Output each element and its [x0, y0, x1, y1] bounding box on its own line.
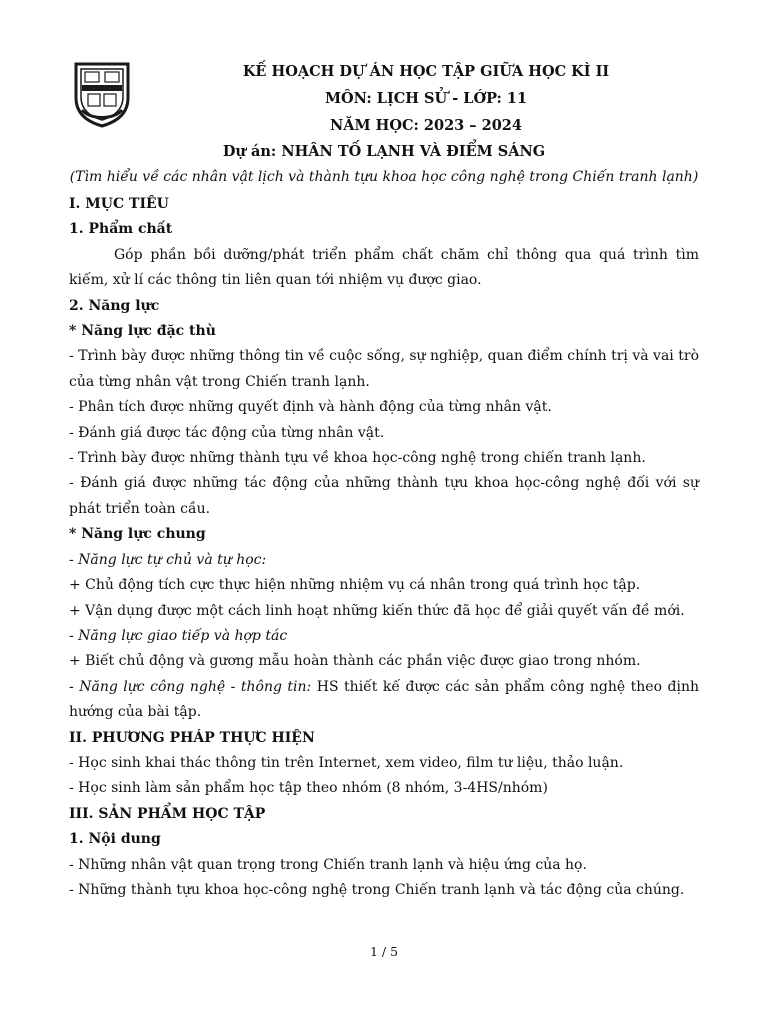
list-item: + Biết chủ động và gương mẫu hoàn thành các phần việc được giao trong nhóm.: [69, 653, 641, 670]
list-item: - Phân tích được những quyết định và hành động của từng nhân vật.: [69, 399, 552, 416]
list-item: + Chủ động tích cực thực hiện những nhiệm vụ cá nhân trong quá trình học tập.: [69, 577, 641, 594]
list-item: [69, 675, 699, 726]
school-year-line: NĂM HỌC: 2023 – 2024: [330, 117, 522, 134]
section-heading: III. SẢN PHẨM HỌC TẬP: [69, 805, 266, 822]
section-heading: II. PHƯƠNG PHÁP THỰC HIỆN: [69, 729, 315, 746]
inline-text: HS thiết kế được các sản phẩm công nghệ theo định hướng của bài tập.: [69, 678, 699, 721]
project-title: Dự án: NHÂN TỐ LẠNH VÀ ĐIỂM SÁNG: [222, 143, 546, 160]
inline-label: - Năng lực công nghệ - thông tin:: [69, 678, 312, 695]
list-item: + Vận dụng được một cách linh hoạt những kiến thức đã học để giải quyết vấn đề mới.: [69, 602, 685, 619]
subject-line: MÔN: LỊCH SỬ - LỚP: 11: [324, 90, 528, 107]
paragraph: Góp phần bồi dưỡng/phát triển phẩm chất chăm chỉ thông qua quá trình tìm kiếm, xử lí các thông tin liên quan tới nhiệm vụ được giao.: [69, 246, 699, 289]
list-item: - Học sinh làm sản phẩm học tập theo nhóm (8 nhóm, 3-4HS/nhóm): [69, 780, 548, 797]
list-subheading: - Năng lực giao tiếp và hợp tác: [69, 627, 288, 644]
subsection-heading: 1. Nội dung: [69, 831, 161, 848]
list-item: - Trình bày được những thông tin về cuộc sống, sự nghiệp, quan điểm chính trị và vai trò của từng nhân vật trong Chiến tranh lạnh.: [69, 348, 699, 390]
list-item: - Học sinh khai thác thông tin trên Internet, xem video, film tư liệu, thảo luận.: [69, 754, 624, 771]
list-subheading: - Năng lực tự chủ và tự học:: [69, 551, 267, 568]
plan-title: KẾ HOẠCH DỰ ÁN HỌC TẬP GIỮA HỌC KÌ II: [242, 63, 610, 80]
subsection-heading: 1. Phẩm chất: [69, 221, 173, 238]
list-item: - Trình bày được những thành tựu về khoa học-công nghệ trong chiến tranh lạnh.: [69, 450, 646, 467]
subsection-heading: 2. Năng lực: [69, 297, 160, 314]
list-item: - Những thành tựu khoa học-công nghệ trong Chiến tranh lạnh và tác động của chúng.: [69, 881, 685, 898]
document-body: [69, 192, 699, 903]
list-item: - Đánh giá được những tác động của những thành tựu khoa học-công nghệ đối với sự phát triển toàn cầu.: [69, 475, 699, 517]
list-item: - Những nhân vật quan trọng trong Chiến tranh lạnh và hiệu ứng của họ.: [69, 856, 587, 873]
list-item: - Đánh giá được tác động của từng nhân vật.: [69, 424, 385, 441]
list-heading: * Năng lực chung: [69, 526, 206, 543]
project-subtitle: (Tìm hiểu về các nhân vật lịch và thành tựu khoa học công nghệ trong Chiến tranh lạnh): [69, 169, 699, 185]
section-heading: I. MỤC TIÊU: [69, 196, 169, 212]
page-number: 1 / 5: [369, 944, 399, 959]
list-heading: * Năng lực đặc thù: [69, 323, 216, 340]
